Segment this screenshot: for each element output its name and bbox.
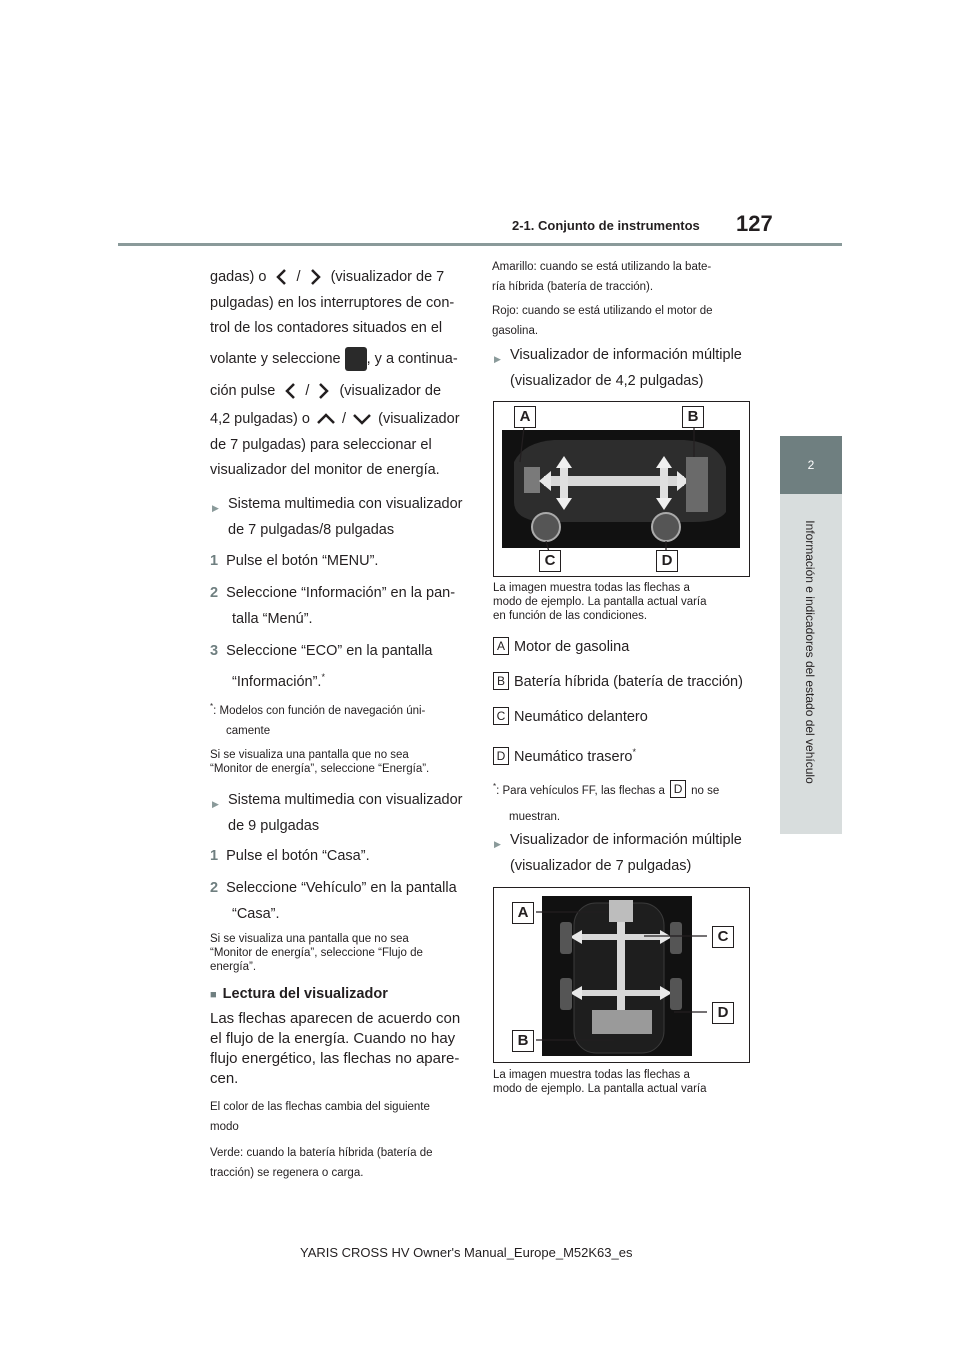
text: no se — [691, 784, 720, 797]
text: Sistema multimedia con visualizador — [228, 496, 463, 512]
legend-item — [493, 672, 763, 707]
legend-text: Neumático delantero — [514, 709, 648, 725]
note: “Monitor de energía”, seleccione “Energía”. — [210, 762, 430, 775]
step — [210, 551, 470, 571]
text: / — [305, 383, 310, 399]
text: La imagen muestra todas las flechas a — [493, 582, 690, 594]
text: Visualizador de información múltiple — [510, 832, 742, 848]
chevron-down-icon — [350, 411, 374, 427]
callout-d: D — [656, 550, 678, 572]
legend-item — [493, 707, 763, 742]
text: visualizador del monitor de energía. — [210, 462, 440, 478]
text: Verde: cuando la batería híbrida (batería de — [210, 1146, 433, 1159]
text: el flujo de la energía. Cuando no hay — [210, 1029, 456, 1047]
footnote-marker: * — [321, 672, 325, 682]
footnote: camente — [226, 724, 271, 737]
text: gadas) o — [210, 269, 267, 285]
text: modo de ejemplo. La pantalla actual varía — [493, 1083, 707, 1095]
text: de 7 pulgadas/8 pulgadas — [228, 522, 395, 538]
callout-a: A — [514, 406, 536, 428]
battery-pack — [592, 1010, 652, 1034]
chevron-right-icon — [305, 267, 327, 287]
step — [210, 583, 470, 603]
figure-caption — [493, 1068, 748, 1096]
text: cen. — [210, 1069, 239, 1087]
note: “Monitor de energía”, seleccione “Flujo de — [210, 946, 423, 959]
step-number: 3 — [210, 643, 219, 659]
text: de 7 pulgadas) para seleccionar el — [210, 437, 432, 453]
legend-text: Motor de gasolina — [514, 639, 630, 655]
callout-b: B — [682, 406, 704, 428]
note: energía”. — [210, 960, 257, 973]
legend-item — [493, 637, 763, 672]
step-number: 1 — [210, 553, 219, 569]
text: (visualizador de 4,2 pulgadas) — [510, 373, 704, 389]
text: ría híbrida (batería de tracción). — [492, 281, 654, 293]
legend-key: A — [493, 637, 509, 655]
text: ción pulse — [210, 383, 276, 399]
right-top-text — [492, 257, 762, 341]
legend-key: C — [493, 707, 509, 725]
callout-d: D — [712, 1002, 734, 1024]
front-left-wheel — [560, 922, 572, 954]
text: Sistema multimedia con visualizador — [228, 791, 463, 808]
flow-arrow-rear — [576, 990, 666, 996]
energy-monitor-7-figure — [493, 887, 750, 1063]
text: gasolina. — [492, 325, 539, 337]
text: modo de ejemplo. La pantalla actual varía — [493, 596, 707, 608]
text: : Para vehículos FF, las flechas a — [496, 784, 665, 797]
text: modo — [210, 1120, 239, 1133]
header-divider — [118, 243, 842, 246]
text: Las flechas aparecen de acuerdo con — [210, 1009, 461, 1027]
text: Seleccione “Vehículo” en la pantalla — [226, 879, 457, 896]
bullet-heading — [210, 790, 470, 836]
footer: YARIS CROSS HV Owner's Manual_Europe_M52K63_es — [300, 1245, 633, 1260]
page-number: 127 — [736, 211, 773, 236]
rear-right-wheel — [670, 978, 682, 1010]
callout-b: B — [512, 1030, 534, 1052]
footnote — [493, 779, 763, 825]
footnote-marker: * — [632, 747, 636, 757]
chapter-tab-number: 2 — [780, 436, 842, 494]
text: (visualizador — [378, 411, 460, 427]
rear-left-wheel — [560, 978, 572, 1010]
engine-block — [609, 900, 633, 922]
text: (visualizador de 7 pulgadas) — [510, 858, 692, 874]
footnote-marker: * — [493, 782, 497, 791]
text: en función de las condiciones. — [493, 610, 648, 622]
text: / — [296, 269, 301, 285]
vehicle-info-icon — [345, 347, 367, 371]
legend-text: Batería híbrida (batería de tracción) — [514, 674, 743, 690]
text: muestran. — [509, 810, 561, 823]
text: , y a continua- — [366, 351, 458, 367]
callout-c: C — [539, 550, 561, 572]
text: Seleccione “Información” en la pan- — [226, 585, 456, 601]
bullet-heading — [510, 830, 770, 876]
legend-item — [493, 742, 763, 777]
text: Pulse el botón “Casa”. — [226, 847, 370, 864]
text: tracción) se regenera o carga. — [210, 1166, 364, 1179]
step-number: 2 — [210, 585, 219, 601]
legend — [493, 637, 763, 777]
legend-key: B — [493, 672, 509, 690]
text: Rojo: cuando se está utilizando el motor de — [492, 305, 713, 317]
text: (visualizador de 7 — [330, 269, 445, 285]
figure-caption — [493, 581, 748, 623]
text: volante y seleccione — [210, 351, 341, 367]
bullet-heading — [210, 494, 470, 540]
front-right-wheel — [670, 922, 682, 954]
legend-key: D — [493, 747, 509, 765]
front-wheel — [532, 513, 560, 541]
subheading: Lectura del visualizador — [222, 985, 388, 1002]
text: “Información”. — [232, 673, 322, 690]
step — [210, 641, 470, 661]
text: 4,2 pulgadas) o — [210, 411, 310, 427]
section-title: 2-1. Conjunto de instrumentos — [512, 218, 700, 233]
text: / — [342, 411, 347, 427]
chevron-up-icon — [314, 411, 338, 427]
text: Visualizador de información múltiple — [510, 347, 742, 363]
text: Pulse el botón “MENU”. — [226, 553, 379, 569]
left-column — [210, 266, 470, 1183]
figure-graphic — [494, 402, 749, 576]
footnote: : Modelos con función de navegación úni- — [213, 704, 426, 717]
bullet-heading — [510, 345, 770, 391]
text: flujo energético, las flechas no apare- — [210, 1049, 460, 1067]
flow-arrow-front — [576, 934, 666, 940]
text: El color de las flechas cambia del siguiente — [210, 1100, 430, 1113]
legend-key: D — [670, 780, 686, 798]
text: Amarillo: cuando se está utilizando la bate- — [492, 261, 712, 273]
footnote-marker: * — [210, 701, 214, 711]
energy-monitor-4-2-figure — [493, 401, 750, 577]
chevron-left-icon — [270, 267, 292, 287]
legend-text: Neumático trasero — [514, 748, 633, 765]
callout-a: A — [512, 902, 534, 924]
note: Si se visualiza una pantalla que no sea — [210, 932, 409, 945]
text: “Casa”. — [232, 905, 280, 922]
chevron-left-icon — [279, 381, 301, 401]
step-number: 1 — [210, 847, 219, 864]
text: La imagen muestra todas las flechas a — [493, 1069, 690, 1081]
note: Si se visualiza una pantalla que no sea — [210, 748, 409, 761]
text: trol de los contadores situados en el — [210, 320, 443, 336]
text: (visualizador de — [339, 383, 442, 399]
text: de 9 pulgadas — [228, 817, 320, 834]
text: pulgadas) en los interruptores de con- — [210, 295, 455, 311]
text: Seleccione “ECO” en la pantalla — [226, 643, 433, 659]
callout-c: C — [712, 926, 734, 948]
battery-pack — [686, 457, 708, 512]
text: talla “Menú”. — [232, 611, 313, 627]
step-number: 2 — [210, 879, 219, 896]
chapter-tab-title: Información e indicadores del estado del vehículo — [803, 520, 817, 784]
chevron-right-icon — [313, 381, 335, 401]
rear-wheel — [652, 513, 680, 541]
engine-block — [524, 467, 540, 493]
